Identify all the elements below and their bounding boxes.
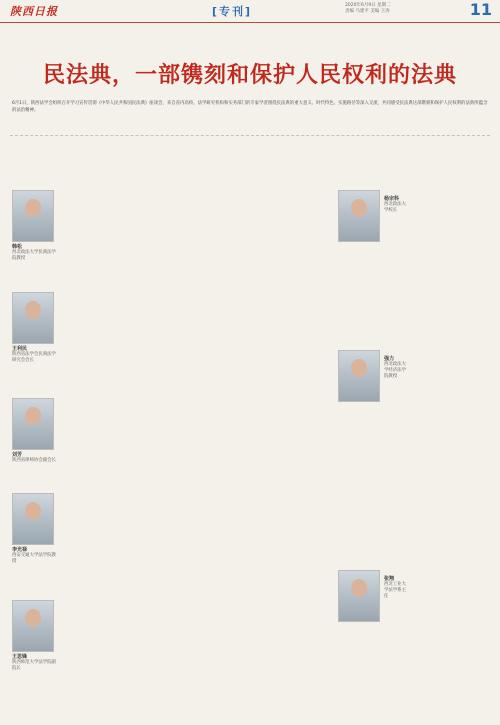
section-divider [10,135,490,136]
expert-photo [12,398,54,450]
expert-photo [12,600,54,652]
expert-photo [338,350,380,402]
page-number: 11 [469,0,492,19]
expert-photo [338,190,380,242]
expert-photo [338,570,380,622]
expert-caption: 张翔 西北工业大学法学系主任 [384,576,406,599]
expert-caption: 强力 西北政法大学经济法学院教授 [384,356,406,379]
newspaper-logo: 陕西日报 [10,5,58,18]
expert-caption: 王利民 陕西省法学会民商法学研究会会长 [12,346,56,363]
expert-photo [12,493,54,545]
expert-caption: 刘芳 陕西省律师协会副会长 [12,452,56,463]
expert-caption: 杨宗科 西北政法大学校长 [384,196,406,213]
expert-caption: 王思锋 陕西师范大学法学院副院长 [12,654,56,671]
intro-paragraph: 6月1日，陕西法学会组织召开学习宣传贯彻《中华人民共和国民法典》座谈会，来自省内高校、法学研究机构和实务部门的专家学者围绕民法典的重大意义、时代特色、实施路径等深入交流，共同感受民法典这部镌刻和保护人民权利的法典所蕴含的法治精神。 [12,101,488,113]
column-name: [专刊] [212,5,253,18]
page-headline: 民法典，一部镌刻和保护人民权利的法典 [42,63,457,88]
editors-credit: 责编 马建平 美编 王涛 [345,9,390,14]
expert-photo [12,292,54,344]
date-info [345,3,460,15]
expert-caption: 韩松 西北政法大学民商法学院教授 [12,244,56,261]
issue-date: 2020年6月9日 星期二 [345,3,391,8]
masthead [0,0,500,23]
expert-photo [12,190,54,242]
expert-caption: 李光禄 西安交通大学法学院教授 [12,547,56,564]
